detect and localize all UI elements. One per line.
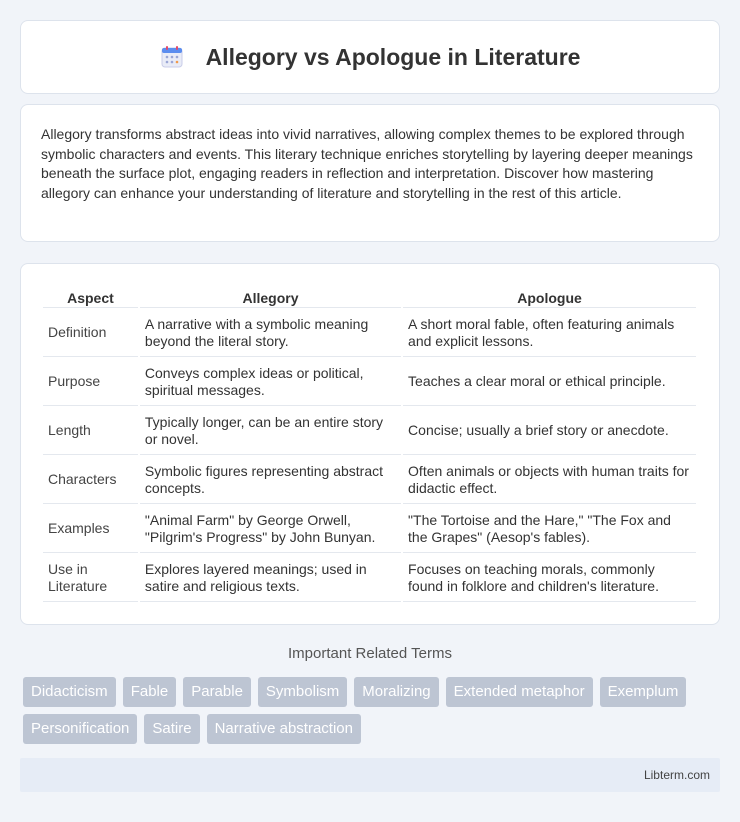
related-terms-list [23, 677, 723, 744]
footer-brand-link[interactable]: Libterm.com [643, 768, 710, 782]
related-term-tag[interactable]: Satire [144, 714, 199, 744]
row-apologue: Often animals or objects with human traits for didactic effect. [403, 457, 696, 504]
related-term-tag[interactable]: Didacticism [23, 677, 116, 707]
row-allegory: Conveys complex ideas or political, spiritual messages. [140, 359, 401, 406]
row-apologue: "The Tortoise and the Hare," "The Fox and the Grapes" (Aesop's fables). [403, 506, 696, 553]
row-apologue: Focuses on teaching morals, commonly found in folklore and children's literature. [403, 555, 696, 602]
related-term-tag[interactable]: Narrative abstraction [207, 714, 361, 744]
row-apologue: A short moral fable, often featuring animals and explicit lessons. [403, 310, 696, 357]
header-apologue: Apologue [403, 286, 696, 308]
row-apologue: Concise; usually a brief story or anecdote. [403, 408, 696, 455]
related-term-tag[interactable]: Parable [183, 677, 251, 707]
row-aspect: Length [43, 408, 138, 455]
row-allegory: "Animal Farm" by George Orwell, "Pilgrim's Progress" by John Bunyan. [140, 506, 401, 553]
comparison-table [41, 284, 698, 604]
header-aspect: Aspect [43, 286, 138, 308]
related-term-tag[interactable]: Exemplum [600, 677, 687, 707]
row-aspect: Examples [43, 506, 138, 553]
table-row [43, 408, 696, 455]
table-row [43, 457, 696, 504]
row-allegory: Explores layered meanings; used in satire and religious texts. [140, 555, 401, 602]
table-row [43, 359, 696, 406]
table-row [43, 310, 696, 357]
related-term-tag[interactable]: Personification [23, 714, 137, 744]
row-allegory: Symbolic figures representing abstract concepts. [140, 457, 401, 504]
related-term-tag[interactable]: Extended metaphor [446, 677, 593, 707]
comparison-table-card [20, 263, 720, 625]
intro-text: Allegory transforms abstract ideas into vivid narratives, allowing complex themes to be explored through symbolic characters and events. This literary technique enriches storytelling by layering deeper meanings beneath the surface plot, engaging readers in reflection and interpretation. Discover how mastering allegory can enhance your understanding of literature and storytelling in the rest of this article. [41, 126, 693, 201]
footer [20, 758, 720, 792]
table-row [43, 506, 696, 553]
related-term-tag[interactable]: Fable [123, 677, 177, 707]
row-aspect: Use in Literature [43, 555, 138, 602]
intro-section [20, 104, 720, 242]
row-apologue: Teaches a clear moral or ethical principle. [403, 359, 696, 406]
related-term-tag[interactable]: Moralizing [354, 677, 438, 707]
row-aspect: Purpose [43, 359, 138, 406]
row-allegory: Typically longer, can be an entire story or novel. [140, 408, 401, 455]
row-aspect: Definition [43, 310, 138, 357]
page-title: Allegory vs Apologue in Literature [205, 43, 581, 70]
row-allegory: A narrative with a symbolic meaning beyond the literal story. [140, 310, 401, 357]
table-header-row [43, 286, 696, 308]
table-row [43, 555, 696, 602]
header-allegory: Allegory [140, 286, 401, 308]
calendar-icon [160, 45, 184, 69]
related-term-tag[interactable]: Symbolism [258, 677, 347, 707]
row-aspect: Characters [43, 457, 138, 504]
related-terms-title: Important Related Terms [288, 645, 452, 662]
page-header [20, 20, 720, 94]
